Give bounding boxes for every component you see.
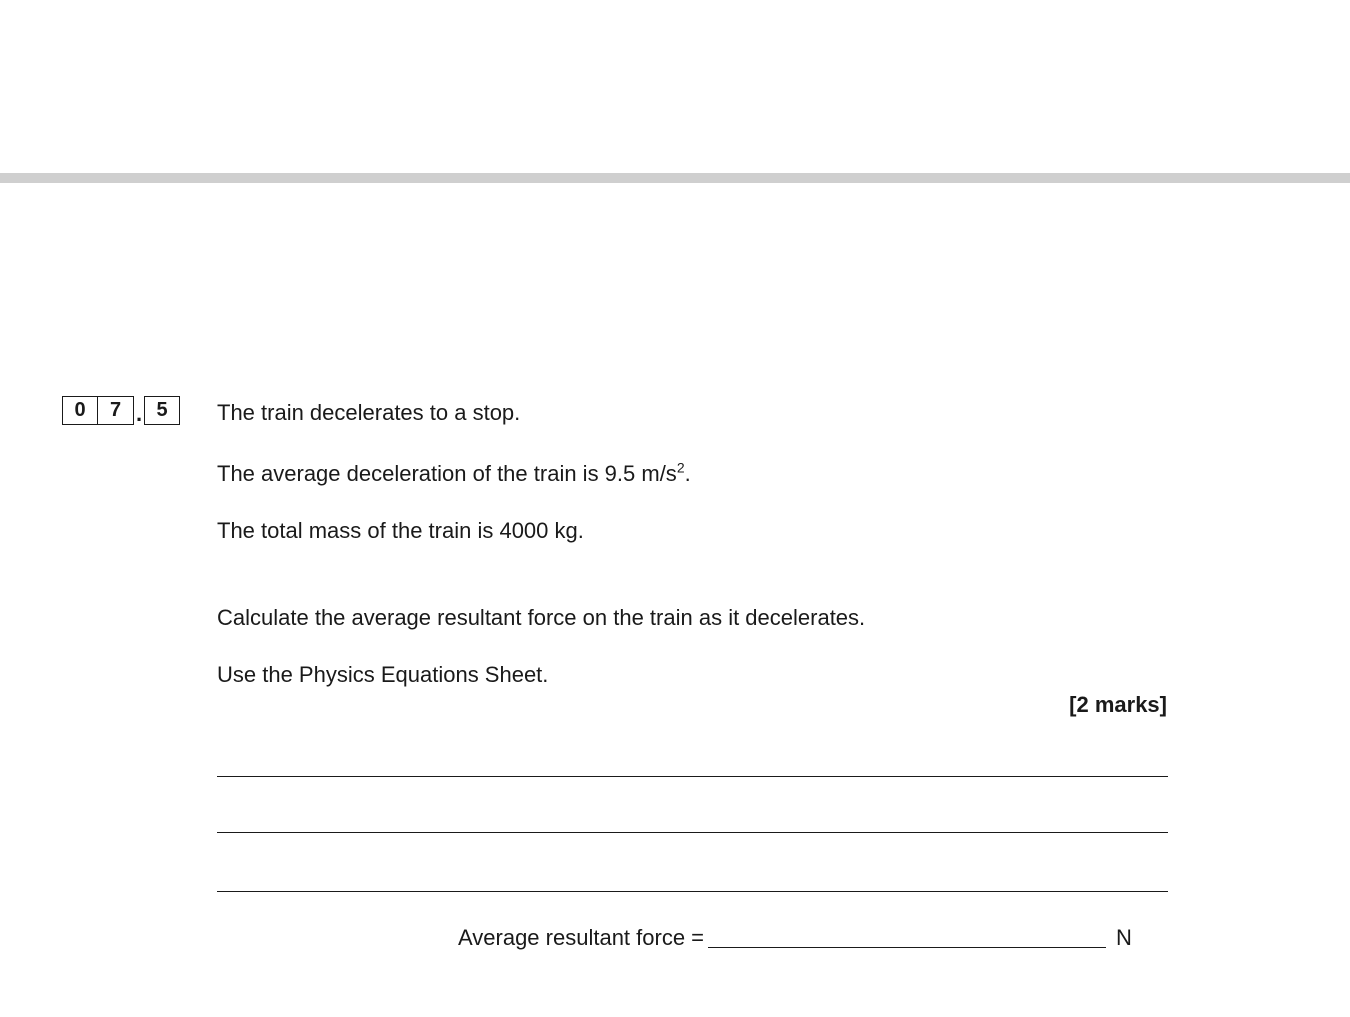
- question-instruction-equations: Use the Physics Equations Sheet.: [217, 662, 549, 687]
- question-number-digit: 7: [98, 396, 134, 425]
- deceleration-text-end: .: [684, 461, 691, 486]
- question-text-line3: The total mass of the train is 4000 kg.: [217, 518, 584, 543]
- answer-line[interactable]: [217, 832, 1168, 833]
- question-number-separator: .: [135, 401, 143, 426]
- question-number-digit: 0: [62, 396, 98, 425]
- answer-line[interactable]: [217, 891, 1168, 892]
- final-answer-label: Average resultant force =: [458, 925, 705, 950]
- final-answer-unit: N: [1116, 925, 1132, 950]
- question-text-line1: The train decelerates to a stop.: [217, 400, 521, 425]
- question-instruction: Calculate the average resultant force on the train as it decelerates.: [217, 605, 866, 630]
- marks-label: [2 marks]: [1069, 692, 1167, 717]
- final-answer-row: [458, 924, 1168, 952]
- question-number: [62, 396, 180, 428]
- deceleration-text: The average deceleration of the train is 9.5 m/s: [217, 461, 677, 486]
- question-number-digit: 5: [144, 396, 180, 425]
- page-divider: [0, 173, 1350, 183]
- answer-line[interactable]: [217, 776, 1168, 777]
- question-text-line2: [217, 461, 691, 487]
- final-answer-blank[interactable]: [708, 947, 1106, 948]
- deceleration-unit-exponent: 2: [676, 459, 685, 476]
